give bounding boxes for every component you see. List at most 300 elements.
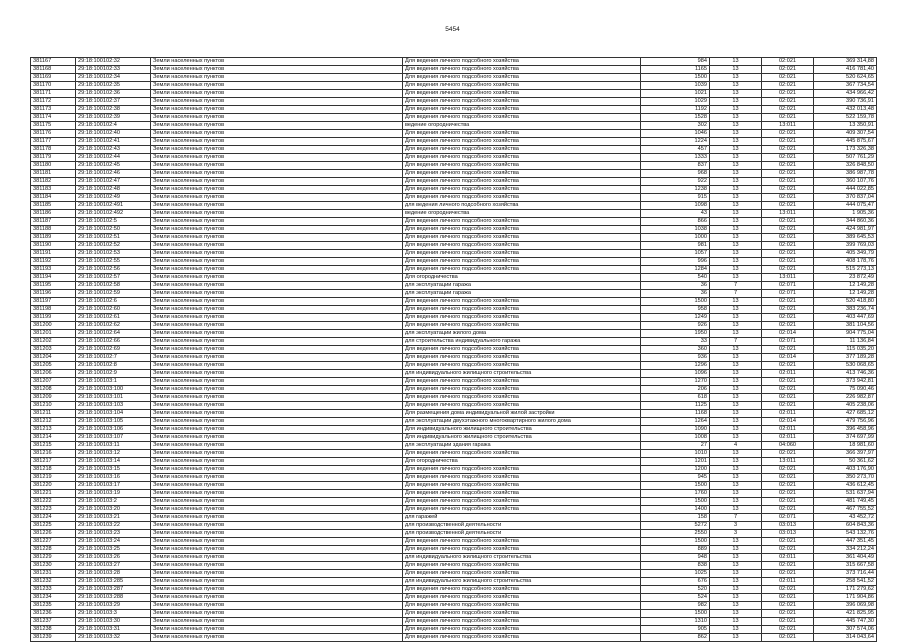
table-row — [31, 130, 877, 138]
category-code-cell: 13 — [710, 570, 762, 578]
area-cell: 360 — [641, 346, 710, 354]
cadastral-number-cell: 29:18:100102:58 — [76, 282, 151, 290]
land-category-cell: Земли населенных пунктов — [151, 506, 403, 514]
cadastral-value-cell: 432 013,48 — [814, 106, 877, 114]
record-number-cell: 381206 — [31, 370, 76, 378]
area-cell: 1029 — [641, 98, 710, 106]
category-code-cell: 13 — [710, 426, 762, 434]
land-category-cell: Земли населенных пунктов — [151, 66, 403, 74]
cadastral-number-cell: 29:18:100102:36 — [76, 90, 151, 98]
land-category-cell: Земли населенных пунктов — [151, 250, 403, 258]
record-number-cell: 381202 — [31, 338, 76, 346]
cadastral-value-cell: 383 236,74 — [814, 306, 877, 314]
permitted-use-cell: Для ведения личного подсобного хозяйства — [403, 154, 641, 162]
cadastral-value-cell: 904 775,04 — [814, 330, 877, 338]
record-number-cell: 381192 — [31, 258, 76, 266]
area-cell: 1168 — [641, 410, 710, 418]
cadastral-value-cell: 377 189,28 — [814, 354, 877, 362]
cadastral-value-cell: 11 136,84 — [814, 338, 877, 346]
land-category-cell: Земли населенных пунктов — [151, 490, 403, 498]
table-row — [31, 482, 877, 490]
permitted-use-cell: Для ведения личного подсобного хозяйства — [403, 506, 641, 514]
table-row — [31, 306, 877, 314]
category-code-cell: 13 — [710, 634, 762, 642]
permitted-use-cell: для эксплуатации жилого дома — [403, 330, 641, 338]
table-row — [31, 66, 877, 74]
category-code-cell: 13 — [710, 546, 762, 554]
cadastral-value-cell: 413 746,36 — [814, 370, 877, 378]
cadastral-number-cell: 29:18:100103:2 — [76, 498, 151, 506]
use-code-cell: 13:011 — [762, 458, 814, 466]
cadastral-number-cell: 29:18:100102:7 — [76, 354, 151, 362]
cadastral-number-cell: 29:18:100102:62 — [76, 322, 151, 330]
cadastral-register-table — [30, 57, 877, 642]
permitted-use-cell: Для ведения личного подсобного хозяйства — [403, 634, 641, 642]
record-number-cell: 381219 — [31, 474, 76, 482]
cadastral-value-cell: 467 755,52 — [814, 506, 877, 514]
table-row — [31, 194, 877, 202]
category-code-cell: 13 — [710, 506, 762, 514]
cadastral-number-cell: 29:18:100102:44 — [76, 154, 151, 162]
cadastral-value-cell: 366 397,97 — [814, 450, 877, 458]
category-code-cell: 13 — [710, 138, 762, 146]
record-number-cell: 381227 — [31, 538, 76, 546]
permitted-use-cell: Для ведения личного подсобного хозяйства — [403, 602, 641, 610]
use-code-cell: 02:021 — [762, 626, 814, 634]
land-category-cell: Земли населенных пунктов — [151, 570, 403, 578]
cadastral-number-cell: 29:18:100103:29 — [76, 602, 151, 610]
use-code-cell: 02:021 — [762, 82, 814, 90]
area-cell: 1057 — [641, 250, 710, 258]
cadastral-value-cell: 390 736,91 — [814, 98, 877, 106]
record-number-cell: 381167 — [31, 58, 76, 66]
use-code-cell: 02:011 — [762, 410, 814, 418]
record-number-cell: 381230 — [31, 562, 76, 570]
permitted-use-cell: Для ведения личного подсобного хозяйства — [403, 258, 641, 266]
record-number-cell: 381216 — [31, 450, 76, 458]
cadastral-value-cell: 444 075,47 — [814, 202, 877, 210]
cadastral-number-cell: 29:18:100103:105 — [76, 418, 151, 426]
cadastral-value-cell: 374 697,99 — [814, 434, 877, 442]
land-category-cell: Земли населенных пунктов — [151, 258, 403, 266]
record-number-cell: 381180 — [31, 162, 76, 170]
cadastral-value-cell: 171 904,86 — [814, 594, 877, 602]
use-code-cell: 02:021 — [762, 314, 814, 322]
permitted-use-cell: Для ведения личного подсобного хозяйства — [403, 194, 641, 202]
land-category-cell: Земли населенных пунктов — [151, 482, 403, 490]
area-cell: 2550 — [641, 530, 710, 538]
table-row — [31, 378, 877, 386]
record-number-cell: 381232 — [31, 578, 76, 586]
record-number-cell: 381194 — [31, 274, 76, 282]
land-category-cell: Земли населенных пунктов — [151, 330, 403, 338]
permitted-use-cell: Для огородничества — [403, 274, 641, 282]
land-category-cell: Земли населенных пунктов — [151, 538, 403, 546]
record-number-cell: 381224 — [31, 514, 76, 522]
area-cell: 540 — [641, 274, 710, 282]
cadastral-value-cell: 604 843,36 — [814, 522, 877, 530]
record-number-cell: 381239 — [31, 634, 76, 642]
category-code-cell: 13 — [710, 90, 762, 98]
use-code-cell: 02:021 — [762, 138, 814, 146]
area-cell: 1039 — [641, 82, 710, 90]
area-cell: 1500 — [641, 498, 710, 506]
record-number-cell: 381223 — [31, 506, 76, 514]
cadastral-number-cell: 29:18:100103:28 — [76, 570, 151, 578]
cadastral-number-cell: 29:18:100102:40 — [76, 130, 151, 138]
category-code-cell: 7 — [710, 338, 762, 346]
land-category-cell: Земли населенных пунктов — [151, 530, 403, 538]
category-code-cell: 7 — [710, 514, 762, 522]
area-cell: 520 — [641, 586, 710, 594]
cadastral-number-cell: 29:18:100102:5 — [76, 218, 151, 226]
table-row — [31, 138, 877, 146]
land-category-cell: Земли населенных пунктов — [151, 562, 403, 570]
area-cell: 926 — [641, 322, 710, 330]
permitted-use-cell: Для ведения личного подсобного хозяйства — [403, 322, 641, 330]
area-cell: 996 — [641, 258, 710, 266]
cadastral-number-cell: 29:18:100103:100 — [76, 386, 151, 394]
cadastral-number-cell: 29:18:100103:14 — [76, 458, 151, 466]
category-code-cell: 13 — [710, 322, 762, 330]
cadastral-number-cell: 29:18:100103:24 — [76, 538, 151, 546]
cadastral-value-cell: 173 326,38 — [814, 146, 877, 154]
cadastral-number-cell: 29:18:100102:60 — [76, 306, 151, 314]
cadastral-value-cell: 434 966,42 — [814, 90, 877, 98]
category-code-cell: 13 — [710, 450, 762, 458]
record-number-cell: 381177 — [31, 138, 76, 146]
area-cell: 866 — [641, 218, 710, 226]
permitted-use-cell: Для ведения личного подсобного хозяйства — [403, 450, 641, 458]
area-cell: 1165 — [641, 66, 710, 74]
category-code-cell: 13 — [710, 434, 762, 442]
category-code-cell: 13 — [710, 226, 762, 234]
permitted-use-cell: ведение огородничества — [403, 122, 641, 130]
permitted-use-cell: для строительства индивидуального гаража — [403, 338, 641, 346]
use-code-cell: 02:021 — [762, 90, 814, 98]
land-category-cell: Земли населенных пунктов — [151, 386, 403, 394]
table-row — [31, 186, 877, 194]
permitted-use-cell: Для ведения личного подсобного хозяйства — [403, 466, 641, 474]
category-code-cell: 3 — [710, 522, 762, 530]
cadastral-number-cell: 29:18:100103:32 — [76, 634, 151, 642]
use-code-cell: 02:021 — [762, 162, 814, 170]
cadastral-number-cell: 29:18:100102:51 — [76, 234, 151, 242]
land-category-cell: Земли населенных пунктов — [151, 162, 403, 170]
use-code-cell: 02:011 — [762, 578, 814, 586]
permitted-use-cell: Для ведения личного подсобного хозяйства — [403, 58, 641, 66]
table-row — [31, 226, 877, 234]
permitted-use-cell: Для ведения личного подсобного хозяйства — [403, 90, 641, 98]
use-code-cell: 02:021 — [762, 242, 814, 250]
land-category-cell: Земли населенных пунктов — [151, 418, 403, 426]
cadastral-number-cell: 29:18:100102:57 — [76, 274, 151, 282]
area-cell: 1760 — [641, 490, 710, 498]
permitted-use-cell: Для ведения личного подсобного хозяйства — [403, 314, 641, 322]
permitted-use-cell: для индивидуального жилищного строительства — [403, 370, 641, 378]
category-code-cell: 13 — [710, 386, 762, 394]
land-category-cell: Земли населенных пунктов — [151, 394, 403, 402]
cadastral-value-cell: 396 069,98 — [814, 602, 877, 610]
table-row — [31, 354, 877, 362]
land-category-cell: Земли населенных пунктов — [151, 274, 403, 282]
permitted-use-cell: Для ведения личного подсобного хозяйства — [403, 498, 641, 506]
cadastral-value-cell: 444 022,85 — [814, 186, 877, 194]
area-cell: 1270 — [641, 378, 710, 386]
table-row — [31, 210, 877, 218]
category-code-cell: 13 — [710, 474, 762, 482]
cadastral-value-cell: 530 068,65 — [814, 362, 877, 370]
cadastral-value-cell: 522 159,78 — [814, 114, 877, 122]
area-cell: 618 — [641, 394, 710, 402]
category-code-cell: 7 — [710, 282, 762, 290]
category-code-cell: 13 — [710, 554, 762, 562]
land-category-cell: Земли населенных пунктов — [151, 346, 403, 354]
table-row — [31, 362, 877, 370]
table-row — [31, 506, 877, 514]
cadastral-number-cell: 29:18:100102:37 — [76, 98, 151, 106]
area-cell: 1500 — [641, 298, 710, 306]
land-category-cell: Земли населенных пунктов — [151, 306, 403, 314]
record-number-cell: 381205 — [31, 362, 76, 370]
permitted-use-cell: Для ведения личного подсобного хозяйства — [403, 170, 641, 178]
category-code-cell: 13 — [710, 402, 762, 410]
use-code-cell: 02:021 — [762, 402, 814, 410]
use-code-cell: 02:021 — [762, 202, 814, 210]
use-code-cell: 02:021 — [762, 306, 814, 314]
permitted-use-cell: Для ведения личного подсобного хозяйства — [403, 106, 641, 114]
cadastral-number-cell: 29:18:100103:1 — [76, 378, 151, 386]
record-number-cell: 381191 — [31, 250, 76, 258]
cadastral-value-cell: 445 875,67 — [814, 138, 877, 146]
cadastral-number-cell: 29:18:100103:101 — [76, 394, 151, 402]
permitted-use-cell: Для ведения личного подсобного хозяйства — [403, 242, 641, 250]
table-row — [31, 114, 877, 122]
table-row — [31, 282, 877, 290]
area-cell: 1500 — [641, 538, 710, 546]
cadastral-number-cell: 29:18:100102:35 — [76, 82, 151, 90]
table-row — [31, 386, 877, 394]
cadastral-number-cell: 29:18:100103:285 — [76, 578, 151, 586]
use-code-cell: 02:071 — [762, 290, 814, 298]
use-code-cell: 02:021 — [762, 362, 814, 370]
area-cell: 862 — [641, 634, 710, 642]
permitted-use-cell: Для ведения личного подсобного хозяйства — [403, 378, 641, 386]
cadastral-number-cell: 29:18:100102:39 — [76, 114, 151, 122]
record-number-cell: 381233 — [31, 586, 76, 594]
cadastral-value-cell: 1 905,36 — [814, 210, 877, 218]
area-cell: 1090 — [641, 426, 710, 434]
area-cell: 1038 — [641, 226, 710, 234]
cadastral-value-cell: 23 872,49 — [814, 274, 877, 282]
area-cell: 1025 — [641, 570, 710, 578]
cadastral-number-cell: 29:18:100103:25 — [76, 546, 151, 554]
use-code-cell: 02:021 — [762, 58, 814, 66]
cadastral-value-cell: 373 942,81 — [814, 378, 877, 386]
use-code-cell: 02:021 — [762, 618, 814, 626]
category-code-cell: 13 — [710, 626, 762, 634]
record-number-cell: 381174 — [31, 114, 76, 122]
category-code-cell: 13 — [710, 162, 762, 170]
cadastral-value-cell: 367 734,54 — [814, 82, 877, 90]
table-row — [31, 402, 877, 410]
permitted-use-cell: Для ведения личного подсобного хозяйства — [403, 474, 641, 482]
cadastral-value-cell: 50 361,62 — [814, 458, 877, 466]
table-row — [31, 578, 877, 586]
use-code-cell: 02:021 — [762, 74, 814, 82]
cadastral-number-cell: 29:18:100102:38 — [76, 106, 151, 114]
table-row — [31, 634, 877, 642]
use-code-cell: 02:021 — [762, 66, 814, 74]
permitted-use-cell: для ведения личного подсобного хозяйства — [403, 202, 641, 210]
land-category-cell: Земли населенных пунктов — [151, 210, 403, 218]
permitted-use-cell: Для ведения личного подсобного хозяйства — [403, 394, 641, 402]
use-code-cell: 02:021 — [762, 266, 814, 274]
category-code-cell: 13 — [710, 538, 762, 546]
permitted-use-cell: для гаражей — [403, 514, 641, 522]
land-category-cell: Земли населенных пунктов — [151, 314, 403, 322]
use-code-cell: 02:021 — [762, 498, 814, 506]
land-category-cell: Земли населенных пунктов — [151, 298, 403, 306]
table-row — [31, 538, 877, 546]
use-code-cell: 02:021 — [762, 594, 814, 602]
cadastral-number-cell: 29:18:100102:45 — [76, 162, 151, 170]
table-row — [31, 122, 877, 130]
permitted-use-cell: Для ведения личного подсобного хозяйства — [403, 138, 641, 146]
use-code-cell: 02:021 — [762, 378, 814, 386]
use-code-cell: 03:013 — [762, 522, 814, 530]
cadastral-number-cell: 29:18:100103:17 — [76, 482, 151, 490]
cadastral-value-cell: 334 212,24 — [814, 546, 877, 554]
use-code-cell: 02:021 — [762, 298, 814, 306]
cadastral-value-cell: 381 104,56 — [814, 322, 877, 330]
category-code-cell: 13 — [710, 74, 762, 82]
category-code-cell: 13 — [710, 618, 762, 626]
permitted-use-cell: для производственной деятельности — [403, 522, 641, 530]
category-code-cell: 13 — [710, 202, 762, 210]
category-code-cell: 13 — [710, 242, 762, 250]
area-cell: 1192 — [641, 106, 710, 114]
cadastral-value-cell: 403 176,90 — [814, 466, 877, 474]
permitted-use-cell: Для ведения личного подсобного хозяйства — [403, 178, 641, 186]
table-row — [31, 546, 877, 554]
category-code-cell: 13 — [710, 482, 762, 490]
cadastral-number-cell: 29:18:100102:59 — [76, 290, 151, 298]
land-category-cell: Земли населенных пунктов — [151, 322, 403, 330]
cadastral-value-cell: 447 351,45 — [814, 538, 877, 546]
cadastral-value-cell: 115 035,20 — [814, 346, 877, 354]
table-row — [31, 586, 877, 594]
record-number-cell: 381195 — [31, 282, 76, 290]
area-cell: 1238 — [641, 186, 710, 194]
table-row — [31, 162, 877, 170]
category-code-cell: 13 — [710, 306, 762, 314]
cadastral-number-cell: 29:18:100102:69 — [76, 346, 151, 354]
category-code-cell: 13 — [710, 218, 762, 226]
land-category-cell: Земли населенных пунктов — [151, 178, 403, 186]
table-row — [31, 90, 877, 98]
table-row — [31, 418, 877, 426]
table-row — [31, 202, 877, 210]
table-row — [31, 570, 877, 578]
permitted-use-cell: Для ведения личного подсобного хозяйства — [403, 266, 641, 274]
land-category-cell: Земли населенных пунктов — [151, 90, 403, 98]
area-cell: 524 — [641, 594, 710, 602]
cadastral-number-cell: 29:18:100102:52 — [76, 242, 151, 250]
cadastral-number-cell: 29:18:100103:107 — [76, 434, 151, 442]
use-code-cell: 02:021 — [762, 466, 814, 474]
use-code-cell: 02:021 — [762, 234, 814, 242]
cadastral-value-cell: 481 749,45 — [814, 498, 877, 506]
table-row — [31, 338, 877, 346]
record-number-cell: 381181 — [31, 170, 76, 178]
record-number-cell: 381170 — [31, 82, 76, 90]
table-row — [31, 146, 877, 154]
table-row — [31, 330, 877, 338]
category-code-cell: 13 — [710, 130, 762, 138]
land-category-cell: Земли населенных пунктов — [151, 586, 403, 594]
land-category-cell: Земли населенных пунктов — [151, 186, 403, 194]
cadastral-value-cell: 171 279,62 — [814, 586, 877, 594]
use-code-cell: 02:011 — [762, 370, 814, 378]
cadastral-number-cell: 29:18:100103:27 — [76, 562, 151, 570]
area-cell: 36 — [641, 290, 710, 298]
record-number-cell: 381235 — [31, 602, 76, 610]
use-code-cell: 02:014 — [762, 354, 814, 362]
cadastral-value-cell: 13 350,91 — [814, 122, 877, 130]
land-category-cell: Земли населенных пунктов — [151, 74, 403, 82]
cadastral-number-cell: 29:18:100103:288 — [76, 594, 151, 602]
category-code-cell: 13 — [710, 274, 762, 282]
cadastral-number-cell: 29:18:100102:56 — [76, 266, 151, 274]
area-cell: 981 — [641, 242, 710, 250]
table-row — [31, 322, 877, 330]
land-category-cell: Земли населенных пунктов — [151, 450, 403, 458]
table-row — [31, 562, 877, 570]
land-category-cell: Земли населенных пунктов — [151, 58, 403, 66]
category-code-cell: 13 — [710, 98, 762, 106]
cadastral-number-cell: 29:18:100102:9 — [76, 370, 151, 378]
table-row — [31, 410, 877, 418]
table-row — [31, 266, 877, 274]
land-category-cell: Земли населенных пунктов — [151, 466, 403, 474]
use-code-cell: 02:021 — [762, 474, 814, 482]
table-row — [31, 474, 877, 482]
permitted-use-cell: для эксплуатации гаража — [403, 282, 641, 290]
record-number-cell: 381237 — [31, 618, 76, 626]
record-number-cell: 381207 — [31, 378, 76, 386]
permitted-use-cell: Для ведения личного подсобного хозяйства — [403, 234, 641, 242]
cadastral-value-cell: 314 043,64 — [814, 634, 877, 642]
table-row — [31, 610, 877, 618]
category-code-cell: 13 — [710, 410, 762, 418]
category-code-cell: 13 — [710, 378, 762, 386]
area-cell: 915 — [641, 194, 710, 202]
cadastral-number-cell: 29:18:100102:66 — [76, 338, 151, 346]
area-cell: 1950 — [641, 330, 710, 338]
table-row — [31, 554, 877, 562]
cadastral-value-cell: 370 837,04 — [814, 194, 877, 202]
area-cell: 889 — [641, 546, 710, 554]
table-row — [31, 530, 877, 538]
land-category-cell: Земли населенных пунктов — [151, 514, 403, 522]
area-cell: 1098 — [641, 202, 710, 210]
land-category-cell: Земли населенных пунктов — [151, 410, 403, 418]
record-number-cell: 381218 — [31, 466, 76, 474]
permitted-use-cell: Для ведения личного подсобного хозяйства — [403, 482, 641, 490]
land-category-cell: Земли населенных пунктов — [151, 98, 403, 106]
category-code-cell: 13 — [710, 594, 762, 602]
